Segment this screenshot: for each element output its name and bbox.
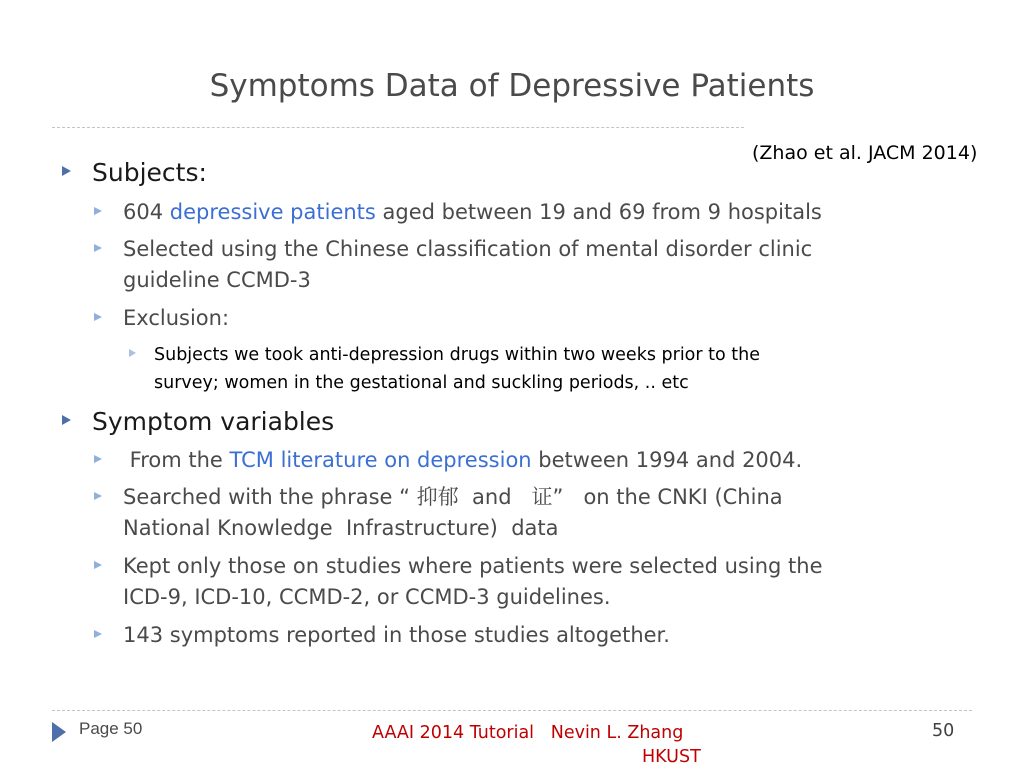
item-text: between 1994 and 2004. (531, 448, 803, 472)
subjects-item-patients (123, 197, 822, 228)
symptoms-item-literature (123, 445, 802, 476)
footer-triangle-icon (52, 722, 66, 742)
footer-credit-line2: HKUST (642, 747, 701, 767)
bullet-icon (94, 492, 102, 500)
highlighted-text: TCM literature on depression (229, 448, 532, 472)
page-label: Page 50 (79, 719, 143, 738)
symptoms-item-count: 143 symptoms reported in those studies altogether. (123, 623, 670, 647)
highlighted-text: depressive patients (169, 200, 376, 224)
bullet-icon (94, 207, 102, 215)
slide-title: Symptoms Data of Depressive Patients (209, 68, 815, 104)
item-text: From the (123, 448, 230, 472)
title-divider (52, 127, 744, 128)
footer-credit (372, 721, 712, 769)
subjects-item-selection-line1: Selected using the Chinese classification of mental disorder clinic (123, 237, 813, 261)
exclusion-detail-line1: Subjects we took anti-depression drugs within two weeks prior to the (154, 345, 760, 365)
bullet-icon (94, 561, 102, 569)
subjects-item-exclusion: Exclusion: (123, 306, 230, 330)
bullet-icon (94, 455, 102, 463)
section-heading-subjects: Subjects: (92, 158, 207, 187)
bullet-icon (94, 313, 102, 321)
section-heading-symptoms: Symptom variables (92, 407, 335, 436)
footer-credit-line1: AAAI 2014 Tutorial Nevin L. Zhang (372, 723, 684, 743)
bullet-icon (62, 415, 71, 425)
symptoms-item-search-line2: National Knowledge Infrastructure) data (123, 516, 559, 540)
exclusion-detail-line2: survey; women in the gestational and suckling periods, .. etc (154, 373, 689, 393)
page-number: 50 (932, 721, 955, 741)
bullet-icon (62, 166, 71, 176)
symptoms-item-kept-line1: Kept only those on studies where patients were selected using the (123, 554, 823, 578)
item-text: aged between 19 and 69 from 9 hospitals (375, 200, 822, 224)
bullet-icon (94, 630, 102, 638)
citation: (Zhao et al. JACM 2014) (752, 142, 978, 164)
symptoms-item-kept-line2: ICD-9, ICD-10, CCMD-2, or CCMD-3 guidelines. (123, 585, 611, 609)
bullet-icon (129, 349, 136, 357)
item-text: 604 (123, 200, 170, 224)
subjects-item-selection-line2: guideline CCMD-3 (123, 268, 311, 292)
symptoms-item-search-line1: Searched with the phrase “ 抑郁 and 证” on the CNKI (China (123, 485, 783, 509)
footer-divider (52, 710, 972, 711)
bullet-icon (94, 244, 102, 252)
